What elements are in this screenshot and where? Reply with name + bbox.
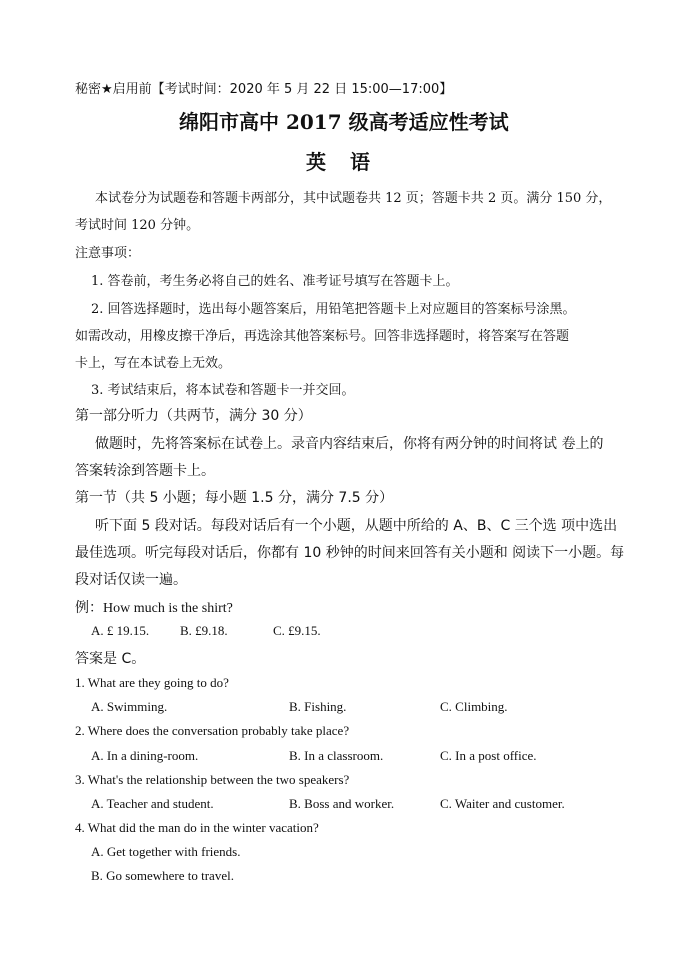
question-3-option-b: B. Boss and worker. xyxy=(289,796,395,811)
question-2-stem: 2. Where does the conversation probably take place? xyxy=(75,723,350,738)
subject-title: 英语 xyxy=(306,150,394,174)
example-question: 例：How much is the shirt? xyxy=(75,601,233,616)
question-1-option-b: B. Fishing. xyxy=(289,699,347,714)
part1-instruction-line-2: 答案转涂到答题卡上。 xyxy=(75,463,215,479)
exam-title: 绵阳市高中 2017 级高考适应性考试 xyxy=(179,110,509,134)
note-item-2-line-3: 卡上，写在本试卷上无效。 xyxy=(75,356,232,371)
question-1-stem: 1. What are they going to do? xyxy=(75,675,229,690)
intro-line-2: 考试时间 120 分钟。 xyxy=(75,218,200,233)
part1-instruction-line-1: 做题时，先将答案标在试卷上。录音内容结束后，你将有两分钟的时间将试 卷上的 xyxy=(95,436,604,452)
note-item-2-line-2: 如需改动，用橡皮擦干净后，再选涂其他答案标号。回答非选择题时，将答案写在答题 xyxy=(75,329,570,344)
question-3-option-c: C. Waiter and customer. xyxy=(440,796,565,811)
section1-instruction-line-1: 听下面 5 段对话。每段对话后有一个小题，从题中所给的 A、B、C 三个选 项中选出 xyxy=(95,518,618,534)
question-2-option-a: A. In a dining-room. xyxy=(91,748,199,763)
question-2-option-b: B. In a classroom. xyxy=(289,748,384,763)
secret-exam-time-line: 秘密★启用前【考试时间：2020 年 5 月 22 日 15:00—17:00】 xyxy=(75,82,453,97)
note-item-1: 1. 答卷前，考生务必将自己的姓名、准考证号填写在答题卡上。 xyxy=(91,274,459,289)
question-1-option-a: A. Swimming. xyxy=(91,699,168,714)
example-option-b: B. £9.18. xyxy=(180,623,228,638)
question-4-stem: 4. What did the man do in the winter vacation? xyxy=(75,820,319,835)
question-1-option-c: C. Climbing. xyxy=(440,699,508,714)
section1-instruction-line-2: 最佳选项。听完每段对话后，你都有 10 秒钟的时间来回答有关小题和 阅读下一小题。每 xyxy=(75,545,625,561)
question-3-option-a: A. Teacher and student. xyxy=(91,796,214,811)
section1-instruction-line-3: 段对话仅读一遍。 xyxy=(75,572,187,588)
note-item-3: 3. 考试结束后，将本试卷和答题卡一并交回。 xyxy=(91,383,355,398)
question-2-option-c: C. In a post office. xyxy=(440,748,537,763)
question-4-option-b: B. Go somewhere to travel. xyxy=(91,868,234,883)
intro-line-1: 本试卷分为试题卷和答题卡两部分，其中试题卷共 12 页；答题卡共 2 页。满分 150 分， xyxy=(95,191,612,206)
section1-heading: 第一节（共 5 小题；每小题 1.5 分，满分 7.5 分） xyxy=(75,490,394,506)
note-item-2-line-1: 2. 回答选择题时，选出每小题答案后，用铅笔把答题卡上对应题目的答案标号涂黑。 xyxy=(91,302,576,317)
example-answer: 答案是 C。 xyxy=(75,651,146,667)
question-4-option-a: A. Get together with friends. xyxy=(91,844,241,859)
part1-heading: 第一部分听力（共两节，满分 30 分） xyxy=(75,408,312,424)
example-option-c: C. £9.15. xyxy=(273,623,321,638)
example-option-a: A. £ 19.15. xyxy=(91,623,150,638)
question-3-stem: 3. What's the relationship between the two speakers? xyxy=(75,772,350,787)
notes-heading: 注意事项： xyxy=(75,246,141,261)
